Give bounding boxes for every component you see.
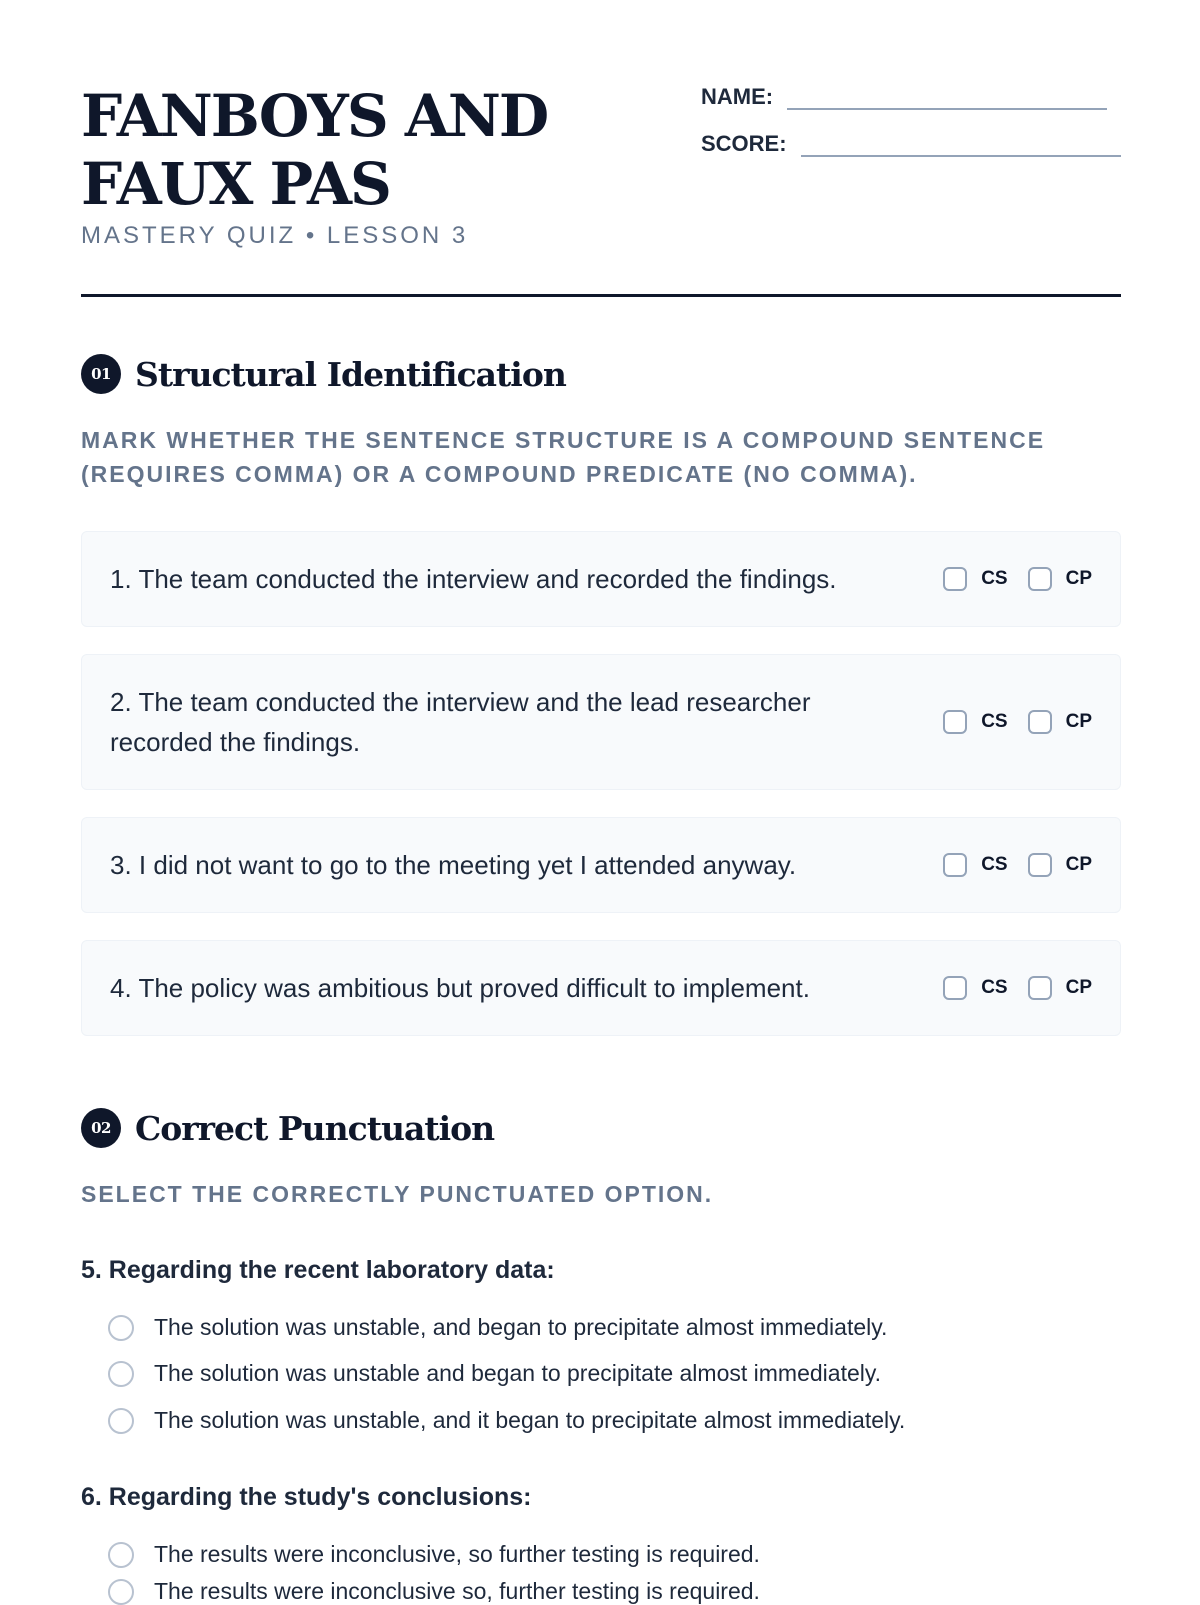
question-5-prompt: 5. Regarding the recent laboratory data: bbox=[81, 1256, 555, 1284]
option-6b[interactable] bbox=[108, 1578, 760, 1605]
option-6a[interactable] bbox=[108, 1541, 760, 1568]
option-text: The results were inconclusive, so further testing is required. bbox=[154, 1541, 760, 1567]
header-divider bbox=[81, 294, 1121, 297]
question-1 bbox=[81, 531, 1121, 627]
question-text: 2. The team conducted the interview and the lead researcher recorded the findings. bbox=[110, 687, 811, 757]
radio-button[interactable] bbox=[108, 1408, 134, 1434]
choice-cs[interactable] bbox=[943, 567, 1007, 591]
choice-label-cs: CS bbox=[981, 568, 1008, 589]
radio-button[interactable] bbox=[108, 1315, 134, 1341]
choice-label-cs: CS bbox=[981, 854, 1008, 875]
question-4 bbox=[81, 940, 1121, 1036]
choice-cp[interactable] bbox=[1028, 567, 1092, 591]
choice-cs[interactable] bbox=[943, 710, 1007, 734]
choice-cp[interactable] bbox=[1028, 976, 1092, 1000]
section-1-heading bbox=[81, 354, 566, 394]
choice-label-cs: CS bbox=[981, 711, 1008, 732]
section-2-title: Correct Punctuation bbox=[135, 1108, 495, 1148]
question-text: 3. I did not want to go to the meeting yet I attended anyway. bbox=[110, 850, 797, 880]
choice-cs[interactable] bbox=[943, 976, 1007, 1000]
score-field bbox=[701, 131, 1121, 157]
checkbox-cp[interactable] bbox=[1028, 976, 1052, 1000]
section-1-badge: 01 bbox=[81, 354, 121, 394]
checkbox-cp[interactable] bbox=[1028, 853, 1052, 877]
choice-label-cp: CP bbox=[1065, 977, 1092, 998]
choice-cp[interactable] bbox=[1028, 710, 1092, 734]
option-5b[interactable] bbox=[108, 1360, 881, 1387]
quiz-header bbox=[81, 0, 1121, 300]
choice-label-cs: CS bbox=[981, 977, 1008, 998]
section-2-badge: 02 bbox=[81, 1108, 121, 1148]
question-text: 1. The team conducted the interview and recorded the findings. bbox=[110, 564, 837, 594]
quiz-page bbox=[81, 0, 1121, 1604]
option-text: The solution was unstable, and began to precipitate almost immediately. bbox=[154, 1314, 888, 1340]
section-2-heading bbox=[81, 1108, 494, 1148]
checkbox-cs[interactable] bbox=[943, 976, 967, 1000]
option-text: The results were inconclusive so, further testing is required. bbox=[154, 1578, 760, 1604]
section-2-instructions: SELECT THE CORRECTLY PUNCTUATED OPTION. bbox=[81, 1181, 714, 1207]
choice-cs[interactable] bbox=[943, 853, 1007, 877]
choice-label-cp: CP bbox=[1065, 568, 1092, 589]
option-text: The solution was unstable and began to precipitate almost immediately. bbox=[154, 1360, 882, 1386]
score-label: SCORE: bbox=[701, 131, 787, 156]
radio-button[interactable] bbox=[108, 1361, 134, 1387]
score-line[interactable] bbox=[801, 133, 1121, 157]
radio-button[interactable] bbox=[108, 1542, 134, 1568]
checkbox-cp[interactable] bbox=[1028, 567, 1052, 591]
name-line[interactable] bbox=[787, 86, 1107, 110]
choice-cp[interactable] bbox=[1028, 853, 1092, 877]
checkbox-cs[interactable] bbox=[943, 710, 967, 734]
question-6-prompt: 6. Regarding the study's conclusions: bbox=[81, 1483, 532, 1511]
checkbox-cs[interactable] bbox=[943, 853, 967, 877]
question-2 bbox=[81, 654, 1121, 790]
name-label: NAME: bbox=[701, 84, 774, 109]
name-field bbox=[701, 84, 1107, 110]
section-1-instructions: MARK WHETHER THE SENTENCE STRUCTURE IS A COMPOUND SENTENCE (REQUIRES COMMA) OR A COMPOUND PREDICATE (NO COMMA). bbox=[81, 427, 1046, 487]
choice-label-cp: CP bbox=[1065, 711, 1092, 732]
choice-label-cp: CP bbox=[1065, 854, 1092, 875]
option-5a[interactable] bbox=[108, 1314, 887, 1341]
checkbox-cs[interactable] bbox=[943, 567, 967, 591]
question-text: 4. The policy was ambitious but proved difficult to implement. bbox=[110, 973, 810, 1003]
option-text: The solution was unstable, and it began to precipitate almost immediately. bbox=[154, 1407, 906, 1433]
checkbox-cp[interactable] bbox=[1028, 710, 1052, 734]
quiz-title: FANBOYS AND FAUX PAS bbox=[81, 82, 548, 218]
radio-button[interactable] bbox=[108, 1579, 134, 1605]
quiz-subtitle: MASTERY QUIZ • LESSON 3 bbox=[81, 222, 469, 249]
question-3 bbox=[81, 817, 1121, 913]
option-5c[interactable] bbox=[108, 1407, 905, 1434]
section-1-title: Structural Identification bbox=[135, 354, 566, 394]
